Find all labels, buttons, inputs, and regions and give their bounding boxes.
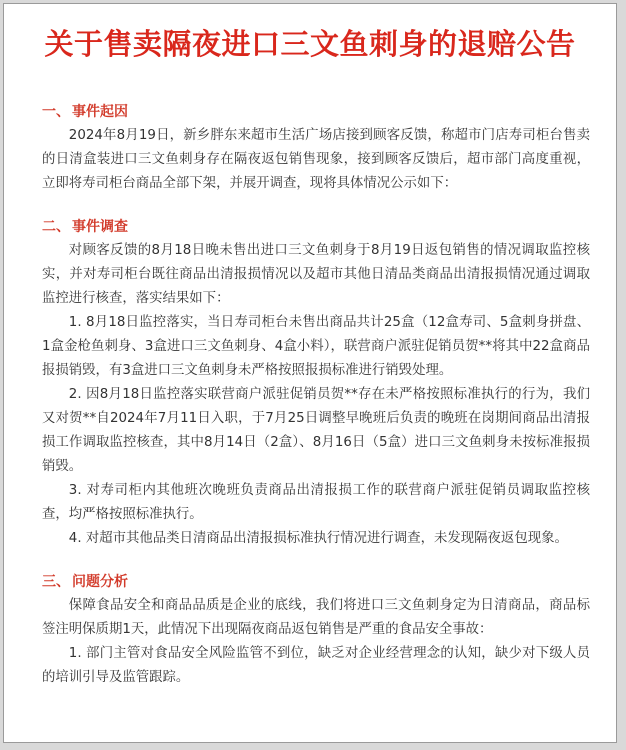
section-heading (42, 215, 590, 239)
section-number: 一、 (42, 104, 70, 120)
section-title: 事件调查 (72, 219, 128, 235)
section-problem-analysis (42, 570, 590, 690)
paragraph: 对顾客反馈的8月18日晚未售出进口三文鱼刺身于8月19日返包销售的情况调取监控核实，并对寿司柜台既往商品出清报损情况以及超市其他日清品类商品出清报损情况通过调取监控进行核查，落实结果如下： (42, 243, 590, 306)
section-heading (42, 570, 590, 594)
notice-document (3, 3, 617, 743)
list-item: 1. 部门主管对食品安全风险监管不到位，缺乏对企业经营理念的认知，缺少对下级人员的培训引导及监管跟踪。 (42, 646, 590, 685)
list-item: 1. 8月18日监控落实，当日寿司柜台未售出商品共计25盒（12盒寿司、5盒刺身拼盘、1盒金枪鱼刺身、3盒进口三文鱼刺身、4盒小料），联营商户派驻促销员贺**将其中22盒商品报损销毁，有3盒进口三文鱼刺身未严格按照报损标准进行销毁处理。 (42, 315, 590, 378)
section-spacer (42, 196, 590, 215)
section-spacer (42, 551, 590, 570)
section-number: 二、 (42, 219, 70, 235)
section-heading (42, 100, 590, 124)
section-title: 问题分析 (72, 574, 128, 590)
list-item: 3. 对寿司柜内其他班次晚班负责商品出清报损工作的联营商户派驻促销员调取监控核查，均严格按照标准执行。 (42, 483, 590, 522)
section-number: 三、 (42, 574, 70, 590)
page-title: 关于售卖隔夜进口三文鱼刺身的退赔公告 (44, 27, 576, 61)
section-title: 事件起因 (72, 104, 128, 120)
document-body (42, 100, 590, 690)
list-item: 2. 因8月18日监控落实联营商户派驻促销员贺**存在未严格按照标准执行的行为，我们又对贺**自2024年7月11日入职，于7月25日调整早晚班后负责的晚班在岗期间商品出清报损工作调取监控核查，其中8月14日（2盒）、8月16日（5盒）进口三文鱼刺身未按标准报损销毁。 (42, 387, 590, 474)
section-investigation (42, 215, 590, 551)
paragraph: 保障食品安全和商品品质是企业的底线，我们将进口三文鱼刺身定为日清商品，商品标签注明保质期1天，此情况下出现隔夜商品返包销售是严重的食品安全事故： (42, 598, 590, 637)
section-incident-cause (42, 100, 590, 196)
list-item: 4. 对超市其他品类日清商品出清报损标准执行情况进行调查，未发现隔夜返包现象。 (68, 531, 568, 546)
paragraph: 2024年8月19日，新乡胖东来超市生活广场店接到顾客反馈，称超市门店寿司柜台售卖的日清盒装进口三文鱼刺身存在隔夜返包销售现象，接到顾客反馈后，超市部门高度重视，立即将寿司柜台商品全部下架，并展开调查，现将具体情况公示如下： (42, 128, 590, 191)
